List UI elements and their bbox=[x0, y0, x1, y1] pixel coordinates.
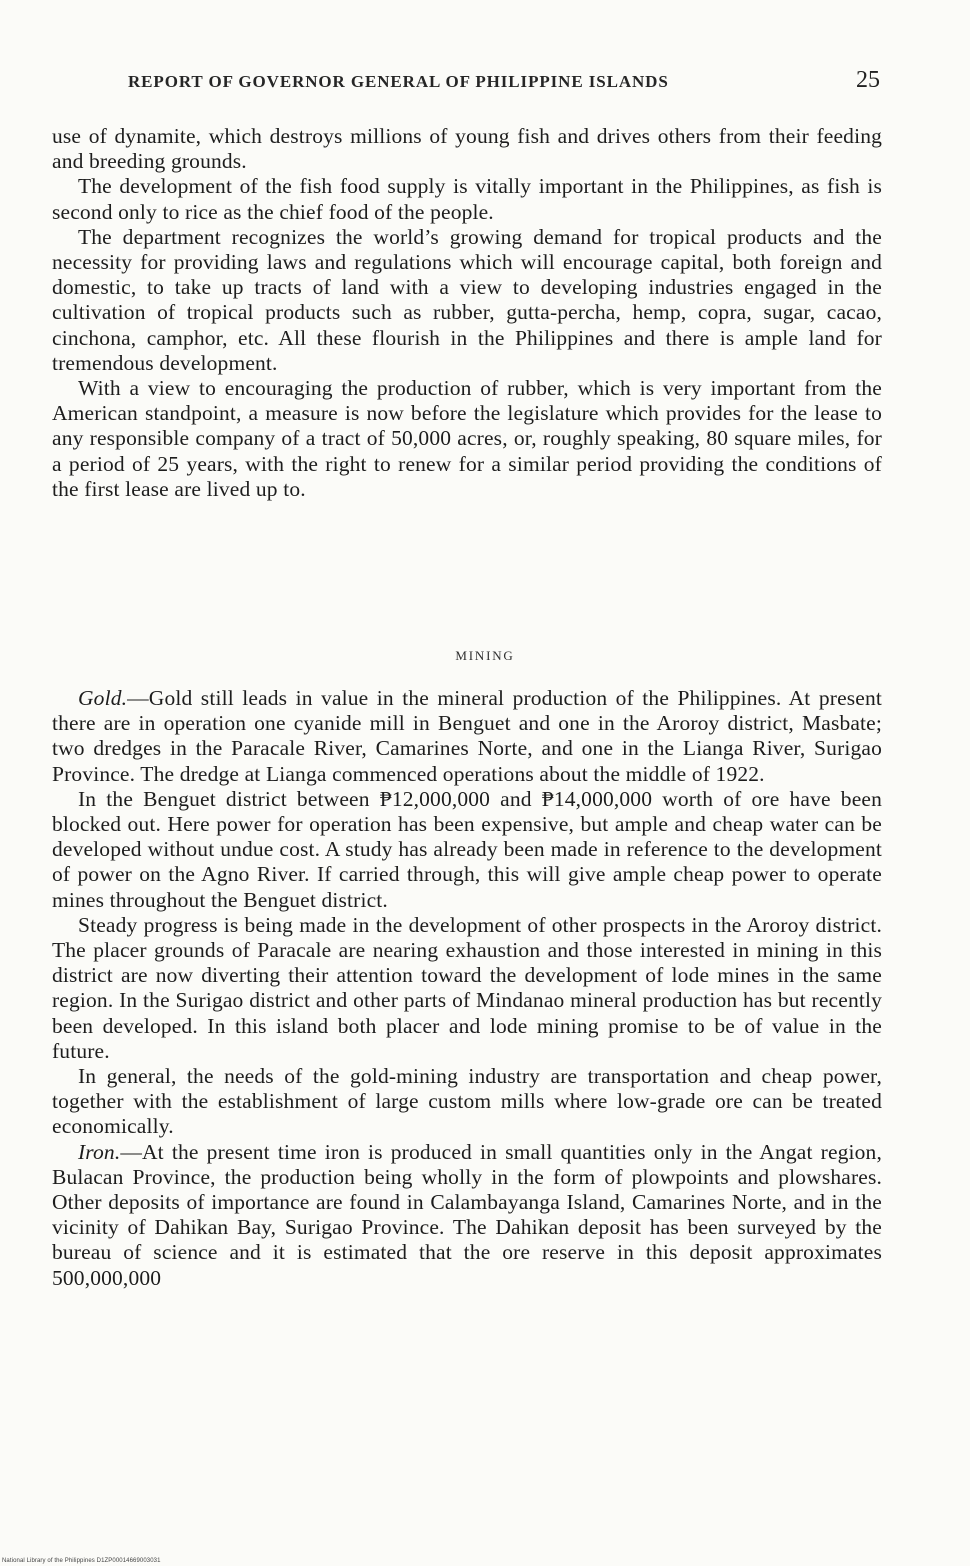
gold-text: —Gold still leads in value in the mineral production of the Philippines. At present there are in operation one cyanide mill in Benguet and one in the Aroroy district, Masbate; two dredges in the Paracale River, Camarines Norte, and one in the Lianga River, Surigao Province. The dredge at Lianga commenced operations about the middle of 1922. bbox=[52, 686, 882, 786]
section-heading-mining: MINING bbox=[455, 648, 515, 663]
paragraph-gold bbox=[52, 686, 882, 787]
body-text-top bbox=[52, 124, 882, 502]
body-text-mining bbox=[52, 686, 882, 1291]
paragraph-steady-progress: Steady progress is being made in the development of other prospects in the Aroroy district. The placer grounds of Paracale are nearing exhaustion and those interested in mining in this district are now diverting their attention toward the development of lode mines in the same region. In the Surigao district and other parts of Mindanao mineral production has but recently been developed. In this island both placer and lode mining promise to be of value in the future. bbox=[52, 912, 882, 1063]
paragraph-rubber: With a view to encouraging the production of rubber, which is very important from the American standpoint, a measure is now before the legislature which provides for the lease to any responsible company of a tract of 50,000 acres, or, roughly speaking, 80 square miles, for a period of 25 years, with the right to renew for a similar period providing the conditions of the first lease are lived up to. bbox=[52, 376, 882, 501]
paragraph-general-needs: In general, the needs of the gold-mining industry are transportation and cheap power, together with the establishment of large custom mills where low-grade ore can be treated economically. bbox=[52, 1064, 882, 1139]
iron-lead: Iron. bbox=[78, 1139, 121, 1164]
paragraph-iron bbox=[52, 1140, 882, 1291]
page-number: 25 bbox=[856, 67, 880, 93]
paragraph-dynamite: use of dynamite, which destroys millions of young fish and drives others from their feeding and breeding grounds. bbox=[52, 124, 882, 174]
paragraph-tropical-products: The department recognizes the world’s growing demand for tropical products and the necessity for providing laws and regulations which will encourage capital, both foreign and domestic, to take up tracts of land with a view to developing industries engaged in the cultivation of tropical products such as rubber, gutta-percha, hemp, copra, sugar, cacao, cinchona, camphor, etc. All these flourish in the Philippines and there is ample land for tremendous development. bbox=[52, 224, 882, 375]
paragraph-benguet: In the Benguet district between ₱12,000,000 and ₱14,000,000 worth of ore have been blocked out. Here power for operation has been expensive, but ample and cheap water can be developed without undue cost. A study has already been made in reference to the development of power on the Agno River. If carried through, this will give ample cheap power to operate mines throughout the Benguet district. bbox=[52, 786, 882, 912]
running-header bbox=[128, 67, 880, 102]
iron-text: —At the present time iron is produced in small quantities only in the Angat region, Bulacan Province, the production being wholly in the form of plowpoints and plowshares. Other deposits of importance are found in Calambayanga Island, Camarines Norte, and in the vicinity of Dahikan Bay, Surigao Province. The Dahikan deposit has been surveyed by the bureau of science and it is estimated that the ore reserve in this deposit approximates 500,000,000 bbox=[52, 1139, 882, 1290]
footer-note: National Library of the Philippines D1ZP00014669003031 bbox=[2, 1558, 161, 1564]
gold-lead: Gold. bbox=[78, 686, 128, 710]
paragraph-fish-food: The development of the fish food supply is vitally important in the Philippines, as fish is second only to rice as the chief food of the people. bbox=[52, 174, 882, 224]
running-title: REPORT OF GOVERNOR GENERAL OF PHILIPPINE ISLANDS bbox=[128, 72, 669, 91]
